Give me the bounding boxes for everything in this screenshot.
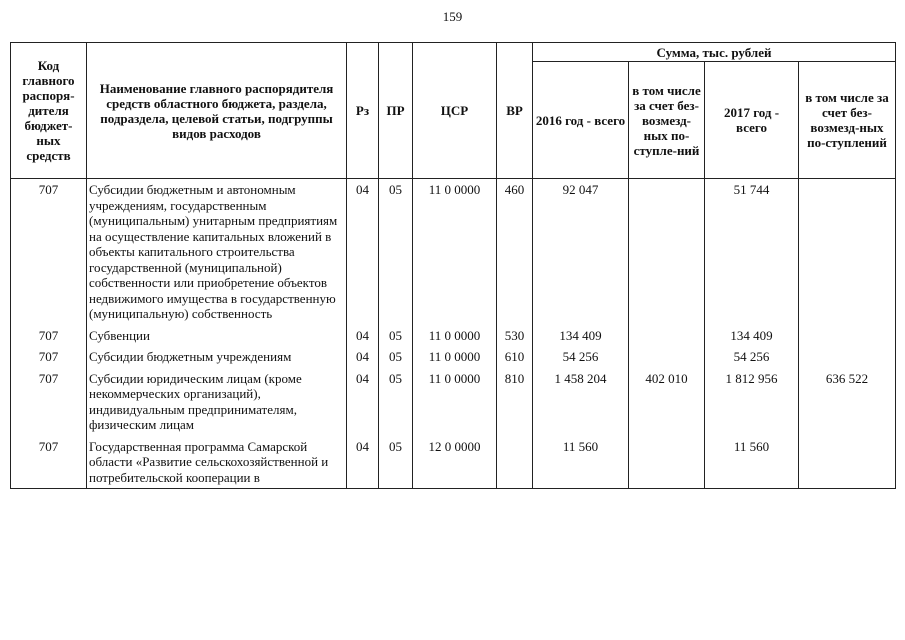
cell-name: Субвенции (87, 325, 347, 347)
table-row (11, 346, 896, 368)
header-pr: ПР (379, 43, 413, 179)
cell-2017-total: 54 256 (705, 346, 799, 368)
header-2017-total: 2017 год - всего (705, 62, 799, 179)
header-rz: Рз (347, 43, 379, 179)
cell-pr: 05 (379, 325, 413, 347)
header-csr: ЦСР (413, 43, 497, 179)
header-vr: ВР (497, 43, 533, 179)
cell-rz: 04 (347, 368, 379, 436)
table-row (11, 436, 896, 489)
cell-csr: 11 0 0000 (413, 325, 497, 347)
table-row (11, 325, 896, 347)
cell-2017-total: 134 409 (705, 325, 799, 347)
cell-csr: 11 0 0000 (413, 368, 497, 436)
cell-vr: 460 (497, 179, 533, 325)
header-2016-free: в том числе за счет без-возмезд-ных по-ступле-ний (629, 62, 705, 179)
cell-pr: 05 (379, 436, 413, 489)
cell-2017-total: 11 560 (705, 436, 799, 489)
header-code: Код главного распоря-дителя бюджет-ных средств (11, 43, 87, 179)
cell-csr: 11 0 0000 (413, 346, 497, 368)
cell-pr: 05 (379, 346, 413, 368)
cell-code: 707 (11, 346, 87, 368)
cell-pr: 05 (379, 368, 413, 436)
cell-pr: 05 (379, 179, 413, 325)
cell-name: Субсидии юридическим лицам (кроме некоммерческих организаций), индивидуальным предпринимателям, физическим лицам (87, 368, 347, 436)
cell-csr: 12 0 0000 (413, 436, 497, 489)
budget-table (10, 42, 896, 489)
cell-rz: 04 (347, 325, 379, 347)
cell-name: Субсидии бюджетным учреждениям (87, 346, 347, 368)
cell-2016-total: 92 047 (533, 179, 629, 325)
cell-vr: 810 (497, 368, 533, 436)
cell-rz: 04 (347, 436, 379, 489)
cell-vr: 610 (497, 346, 533, 368)
cell-code: 707 (11, 436, 87, 489)
cell-2016-free: 402 010 (629, 368, 705, 436)
cell-name: Субсидии бюджетным и автономным учреждениям, государственным (муниципальным) унитарным предприятиям на осуществление капитальных вложений в объекты капитального строительства государственной (муниципальной) собственности или приобретение объектов недвижимого имущества в государственную (муниципальную) собственность (87, 179, 347, 325)
header-row-top (11, 43, 896, 62)
cell-2016-free (629, 179, 705, 325)
cell-2016-total: 11 560 (533, 436, 629, 489)
cell-2016-total: 134 409 (533, 325, 629, 347)
header-sum-group: Сумма, тыс. рублей (533, 43, 896, 62)
cell-vr (497, 436, 533, 489)
cell-2017-total: 1 812 956 (705, 368, 799, 436)
table-row (11, 368, 896, 436)
table-row (11, 179, 896, 325)
header-2017-free: в том числе за счет без-возмезд-ных по-ступлений (799, 62, 896, 179)
cell-2016-total: 1 458 204 (533, 368, 629, 436)
cell-name: Государственная программа Самарской области «Развитие сельскохозяйственной и потребительской кооперации в (87, 436, 347, 489)
cell-2016-free (629, 346, 705, 368)
cell-rz: 04 (347, 179, 379, 325)
header-name: Наименование главного распорядителя средств областного бюджета, раздела, подраздела, целевой статьи, подгруппы видов расходов (87, 43, 347, 179)
cell-2017-total: 51 744 (705, 179, 799, 325)
cell-2016-free (629, 436, 705, 489)
cell-2017-free (799, 346, 896, 368)
cell-vr: 530 (497, 325, 533, 347)
cell-2017-free: 636 522 (799, 368, 896, 436)
cell-2016-total: 54 256 (533, 346, 629, 368)
cell-2017-free (799, 436, 896, 489)
cell-csr: 11 0 0000 (413, 179, 497, 325)
page-number: 159 (442, 9, 463, 24)
cell-2017-free (799, 325, 896, 347)
cell-code: 707 (11, 368, 87, 436)
cell-code: 707 (11, 179, 87, 325)
cell-2016-free (629, 325, 705, 347)
cell-rz: 04 (347, 346, 379, 368)
header-2016-total: 2016 год - всего (533, 62, 629, 179)
cell-code: 707 (11, 325, 87, 347)
cell-2017-free (799, 179, 896, 325)
